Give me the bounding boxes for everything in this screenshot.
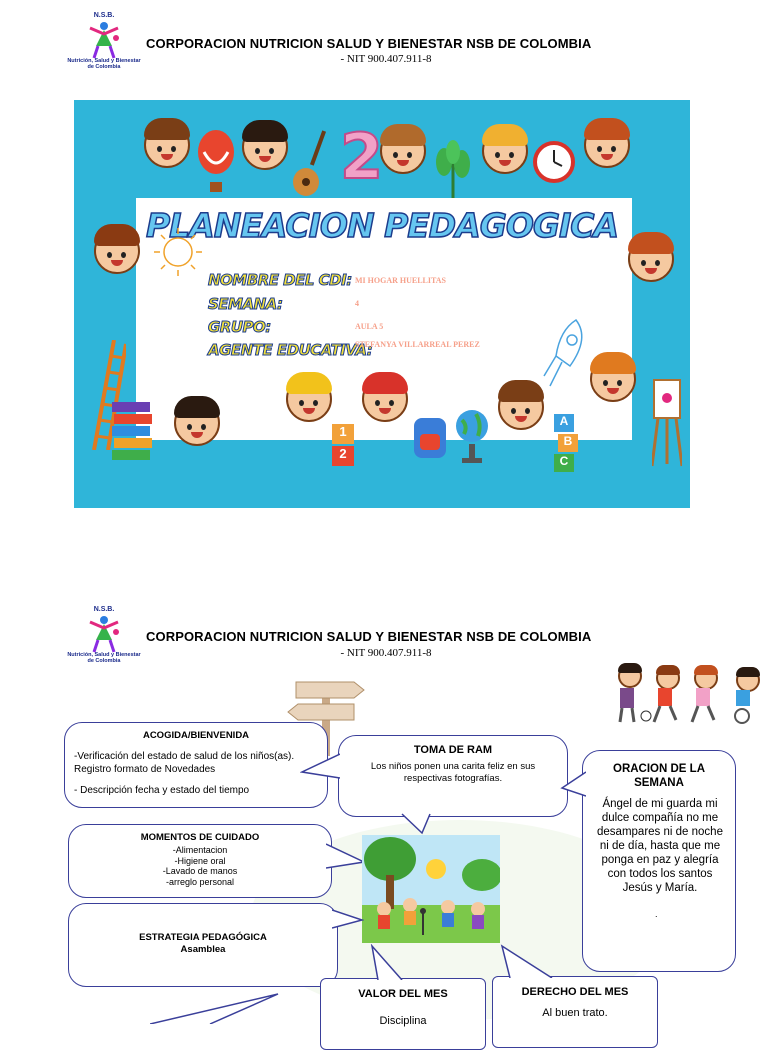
kid-illustration <box>694 666 718 690</box>
kid-illustration <box>590 356 636 402</box>
logo-figures-icon <box>86 20 122 60</box>
acogida-text-1: -Verificación del estado de salud de los niños(as). Registro formato de Novedades <box>74 751 295 775</box>
backpack-icon <box>410 410 450 462</box>
bubble-tail <box>332 906 364 936</box>
plant-icon <box>430 140 476 198</box>
acogida-text-2: - Descripción fecha y estado del tiempo <box>74 785 250 796</box>
field-label-agente: AGENTE EDUCATIVA: <box>208 341 373 359</box>
field-label-cdi: NOMBRE DEL CDI: <box>208 271 352 289</box>
guitar-icon <box>292 130 328 198</box>
cover-banner <box>74 100 690 508</box>
momentos-title: MOMENTOS DE CUIDADO <box>140 832 260 843</box>
bubble-tail <box>326 840 366 874</box>
logo-tagline-line-2: de Colombia <box>87 658 121 664</box>
valor-bubble <box>320 978 486 1050</box>
letter-block: 2 <box>332 446 354 466</box>
field-value-semana: 4 <box>355 299 359 308</box>
estrategia-title: ESTRATEGIA PEDAGÓGICA <box>139 932 267 943</box>
kids-singing-scene-icon <box>362 835 500 943</box>
valor-text: Disciplina <box>379 1015 427 1027</box>
hot-air-balloon-icon <box>196 130 236 196</box>
logo-tagline <box>64 652 144 664</box>
logo-tagline-line-2: de Colombia <box>87 64 121 70</box>
nsb-logo <box>64 606 144 676</box>
valor-title: VALOR DEL MES <box>358 988 448 1000</box>
nit-number: - NIT 900.407.911-8 <box>340 647 432 659</box>
logo-acronym: N.S.B. <box>93 12 115 19</box>
derecho-title: DERECHO DEL MES <box>521 986 629 998</box>
estrategia-bubble <box>68 903 338 987</box>
field-value-cdi: MI HOGAR HUELLITAS <box>355 276 446 285</box>
momentos-item: -arreglo personal <box>165 876 235 887</box>
kid-illustration <box>242 124 288 170</box>
kid-illustration <box>380 128 426 174</box>
oracion-text: Ángel de mi guarda mi dulce compañía no me desampares ni de noche ni de día, hasta que me ponga en paz y alegría con todos los santos Jesús y María. <box>597 798 723 894</box>
momentos-item: -Lavado de manos <box>162 866 238 876</box>
bubble-tail <box>300 748 340 788</box>
derecho-bubble <box>492 976 658 1048</box>
sun-drawing-icon <box>152 226 204 278</box>
globe-icon <box>454 406 490 466</box>
bubble-tail <box>400 813 440 835</box>
kid-illustration <box>628 236 674 282</box>
kids-bodies-icon <box>612 688 762 724</box>
rocket-drawing-icon <box>536 316 592 394</box>
corporation-title: CORPORACION NUTRICION SALUD Y BIENESTAR NSB DE COLOMBIA <box>146 36 592 51</box>
books-stack-icon <box>110 400 156 462</box>
kid-illustration <box>174 400 220 446</box>
logo-acronym: N.S.B. <box>93 606 115 613</box>
kid-illustration <box>498 384 544 430</box>
field-label-grupo: GRUPO: <box>208 318 271 336</box>
nit-number: - NIT 900.407.911-8 <box>340 53 432 65</box>
letter-block: A <box>554 414 574 432</box>
field-value-grupo: AULA 5 <box>355 322 384 331</box>
corporation-title: CORPORACION NUTRICION SALUD Y BIENESTAR NSB DE COLOMBIA <box>146 629 592 644</box>
kid-illustration <box>584 122 630 168</box>
easel-icon <box>652 376 682 468</box>
planeacion-title: PLANEACION PEDAGOGICA <box>145 206 619 245</box>
logo-figures-icon <box>86 614 122 654</box>
kid-illustration <box>94 228 140 274</box>
field-value-agente: STEFANYA VILLARREAL PEREZ <box>355 340 480 349</box>
logo-tagline-line-1: Nutrición, Salud y Bienestar <box>67 58 141 64</box>
letter-block: C <box>554 454 574 472</box>
kid-illustration <box>656 666 680 690</box>
momentos-list <box>69 845 331 887</box>
kid-illustration <box>618 664 642 688</box>
momentos-item: -Higiene oral <box>174 855 226 866</box>
bubble-tail <box>370 944 410 980</box>
logo-tagline-line-1: Nutrición, Salud y Bienestar <box>67 652 141 658</box>
derecho-text: Al buen trato. <box>542 1007 608 1019</box>
kids-singing-picture <box>362 835 500 943</box>
kid-illustration <box>362 376 408 422</box>
acogida-bubble <box>64 722 328 808</box>
field-label-semana: SEMANA: <box>208 295 283 313</box>
momentos-bubble <box>68 824 332 898</box>
momentos-item: -Alimentacion <box>172 845 228 855</box>
bubble-tail <box>500 944 560 978</box>
oracion-title: ORACION DE LA SEMANA <box>613 763 705 789</box>
kid-illustration <box>286 376 332 422</box>
oracion-dot: . <box>655 909 658 919</box>
logo-tagline <box>64 58 144 70</box>
clock-icon <box>532 138 576 186</box>
toma-ram-text: Los niños ponen una carita feliz en sus respectivas fotografías. <box>370 761 536 784</box>
oracion-bubble <box>582 750 736 972</box>
acogida-title: ACOGIDA/BIENVENIDA <box>142 730 250 741</box>
toma-ram-bubble <box>338 735 568 817</box>
bubble-tail <box>150 992 280 1024</box>
bubble-tail <box>560 770 586 800</box>
number-two-badge: 2 <box>340 120 384 193</box>
letter-block: B <box>558 434 578 452</box>
kid-illustration <box>482 128 528 174</box>
toma-ram-title: TOMA DE RAM <box>413 744 493 756</box>
kid-illustration <box>144 122 190 168</box>
nsb-logo <box>64 12 144 82</box>
letter-block: 1 <box>332 424 354 444</box>
estrategia-subtitle: Asamblea <box>180 944 226 955</box>
